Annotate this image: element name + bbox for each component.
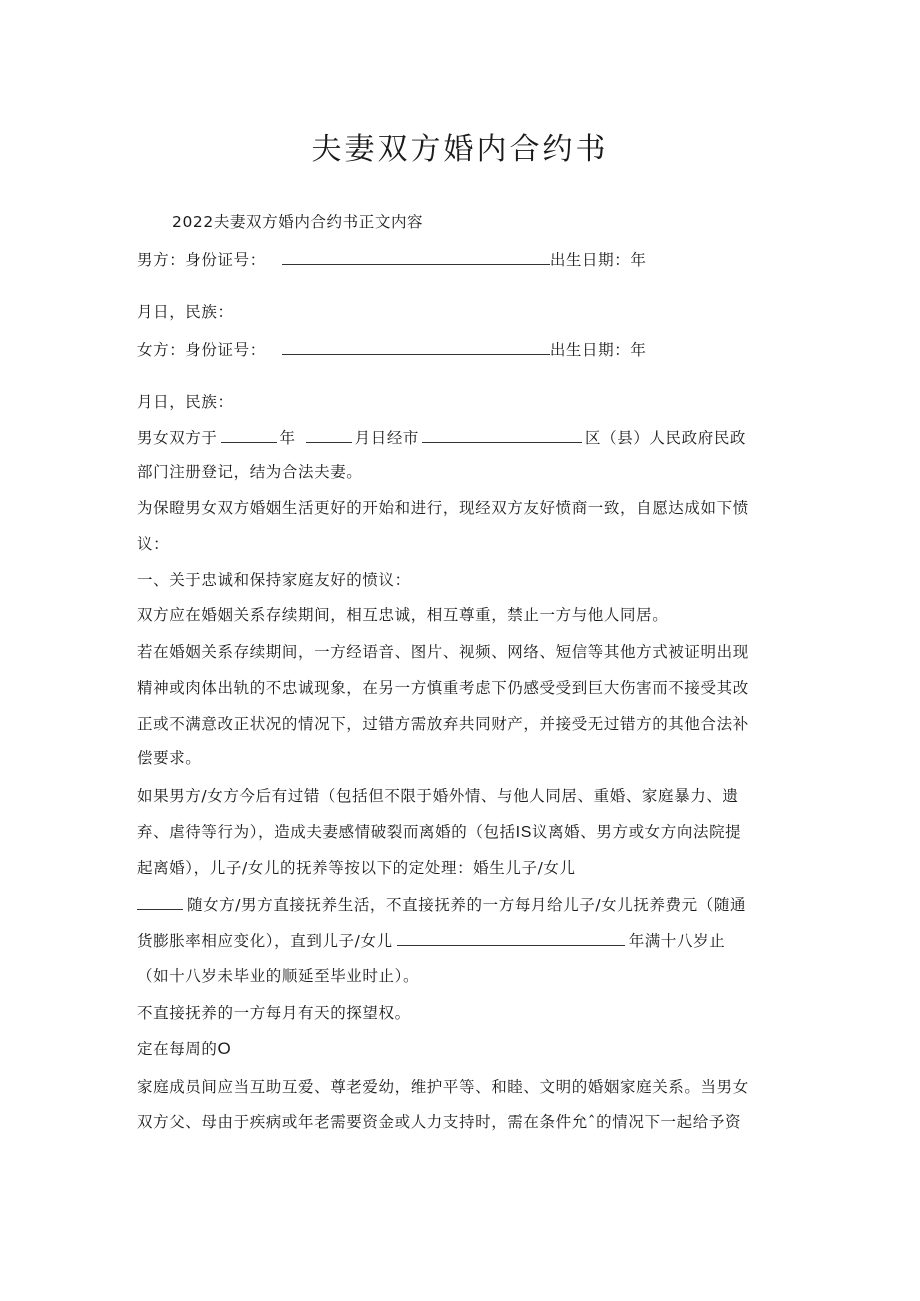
fault-line-5 xyxy=(137,931,787,951)
section-1-heading: 一、关于忠诚和保持家庭友好的愤议： xyxy=(137,571,411,589)
fixed-day-text: 定在每周的 xyxy=(137,1040,218,1058)
registration-city-blank[interactable] xyxy=(422,428,582,443)
infidelity-line-1: 若在婚姻关系存续期间，一方经语音、图片、视频、网络、短信等其他方式被证明出现 xyxy=(137,643,749,661)
fault-line-5-text-b: 年满十八岁止 xyxy=(628,932,726,950)
document-subtitle: 2022夫妻双方婚内合约书正文内容 xyxy=(172,213,424,231)
registration-text-4: 区（县）人民政府民政 xyxy=(585,429,747,447)
registration-line-2: 部门注册登记，结为合法夫妻。 xyxy=(137,463,363,481)
registration-line xyxy=(137,428,787,448)
custody-blank[interactable] xyxy=(137,895,183,910)
fault-line-2-text-c: 议离婚、男方或女方向法院提 xyxy=(531,823,742,841)
fault-line-2-text-a: 弃、虐待等行为），造成夫妻感情破裂而离婚的（包括 xyxy=(137,823,516,841)
infidelity-line-3: 正或不满意改正状况的情况下，过错方需放弃共同财产，并接受无过错方的其他合法补 xyxy=(137,715,749,733)
fault-line-1: 如果男方/女方今后有过错（包括但不限于婚外情、与他人同居、重婚、家庭暴力、遗 xyxy=(137,787,739,805)
infidelity-line-2: 精神或肉体出轨的不忠诚现象，在另一方慎重考虑下仍感受受到巨大伤害而不接受其改 xyxy=(137,679,749,697)
male-info-cont: 月日，民族： xyxy=(137,303,234,321)
family-line-2: 双方父、母由于疾病或年老需要资金或人力支持时，需在条件允ˆ的情况下一起给予资 xyxy=(137,1113,742,1131)
female-id-label: 女方：身份证号： xyxy=(137,341,266,359)
fixed-day-mark: O xyxy=(217,1039,232,1058)
male-id-blank[interactable] xyxy=(282,250,550,265)
fault-line-6: （如十八岁未毕业的顺延至毕业时止）。 xyxy=(137,967,420,985)
female-id-blank[interactable] xyxy=(282,340,550,355)
registration-text-3: 月日经市 xyxy=(354,429,420,447)
fault-line-4-text: 随女方/男方直接抚养生活，不直接抚养的一方每月给儿子/女儿抚养费元（随通 xyxy=(187,896,747,914)
male-info-line xyxy=(137,250,787,270)
registration-text-2: 年 xyxy=(279,429,296,447)
visitation-paragraph: 不直接抚养的一方每月有天的探望权。 xyxy=(137,1004,411,1022)
fault-line-2 xyxy=(137,822,787,843)
purpose-line-1: 为保瞪男女双方婚姻生活更好的开始和进行，现经双方友好愤商一致，自愿达成如下愤 xyxy=(137,499,749,517)
female-birth-label: 出生日期：年 xyxy=(549,341,647,359)
document-title: 夫妻双方婚内合约书 xyxy=(311,132,609,167)
fault-line-3: 起离婚），儿子/女儿的抚养等按以下的定处理：婚生儿子/女儿 xyxy=(137,859,576,877)
loyalty-paragraph: 双方应在婚姻关系存续期间，相互忠诚，相互尊重，禁止一方与他人同居。 xyxy=(137,606,669,624)
fault-line-5-text-a: 货膨胀率相应变化），直到儿子/女儿 xyxy=(137,932,393,950)
registration-month-blank[interactable] xyxy=(306,428,352,443)
registration-text-1: 男女双方于 xyxy=(137,429,218,447)
fault-line-2-ocr-glyph: IS xyxy=(515,824,532,841)
purpose-line-2: 议： xyxy=(137,535,170,553)
female-info-line xyxy=(137,340,787,360)
female-info-cont: 月日，民族： xyxy=(137,393,234,411)
family-line-1: 家庭成员间应当互助互爱、尊老爱幼，维护平等、和睦、文明的婚姻家庭关系。当男女 xyxy=(137,1078,749,1096)
infidelity-line-4: 偿要求。 xyxy=(137,749,202,767)
male-birth-label: 出生日期：年 xyxy=(549,251,647,269)
registration-year-blank[interactable] xyxy=(221,428,277,443)
child-name-blank[interactable] xyxy=(397,931,625,946)
fixed-day-line xyxy=(137,1039,787,1059)
fault-line-4 xyxy=(137,895,787,915)
male-id-label: 男方：身份证号： xyxy=(137,251,266,269)
